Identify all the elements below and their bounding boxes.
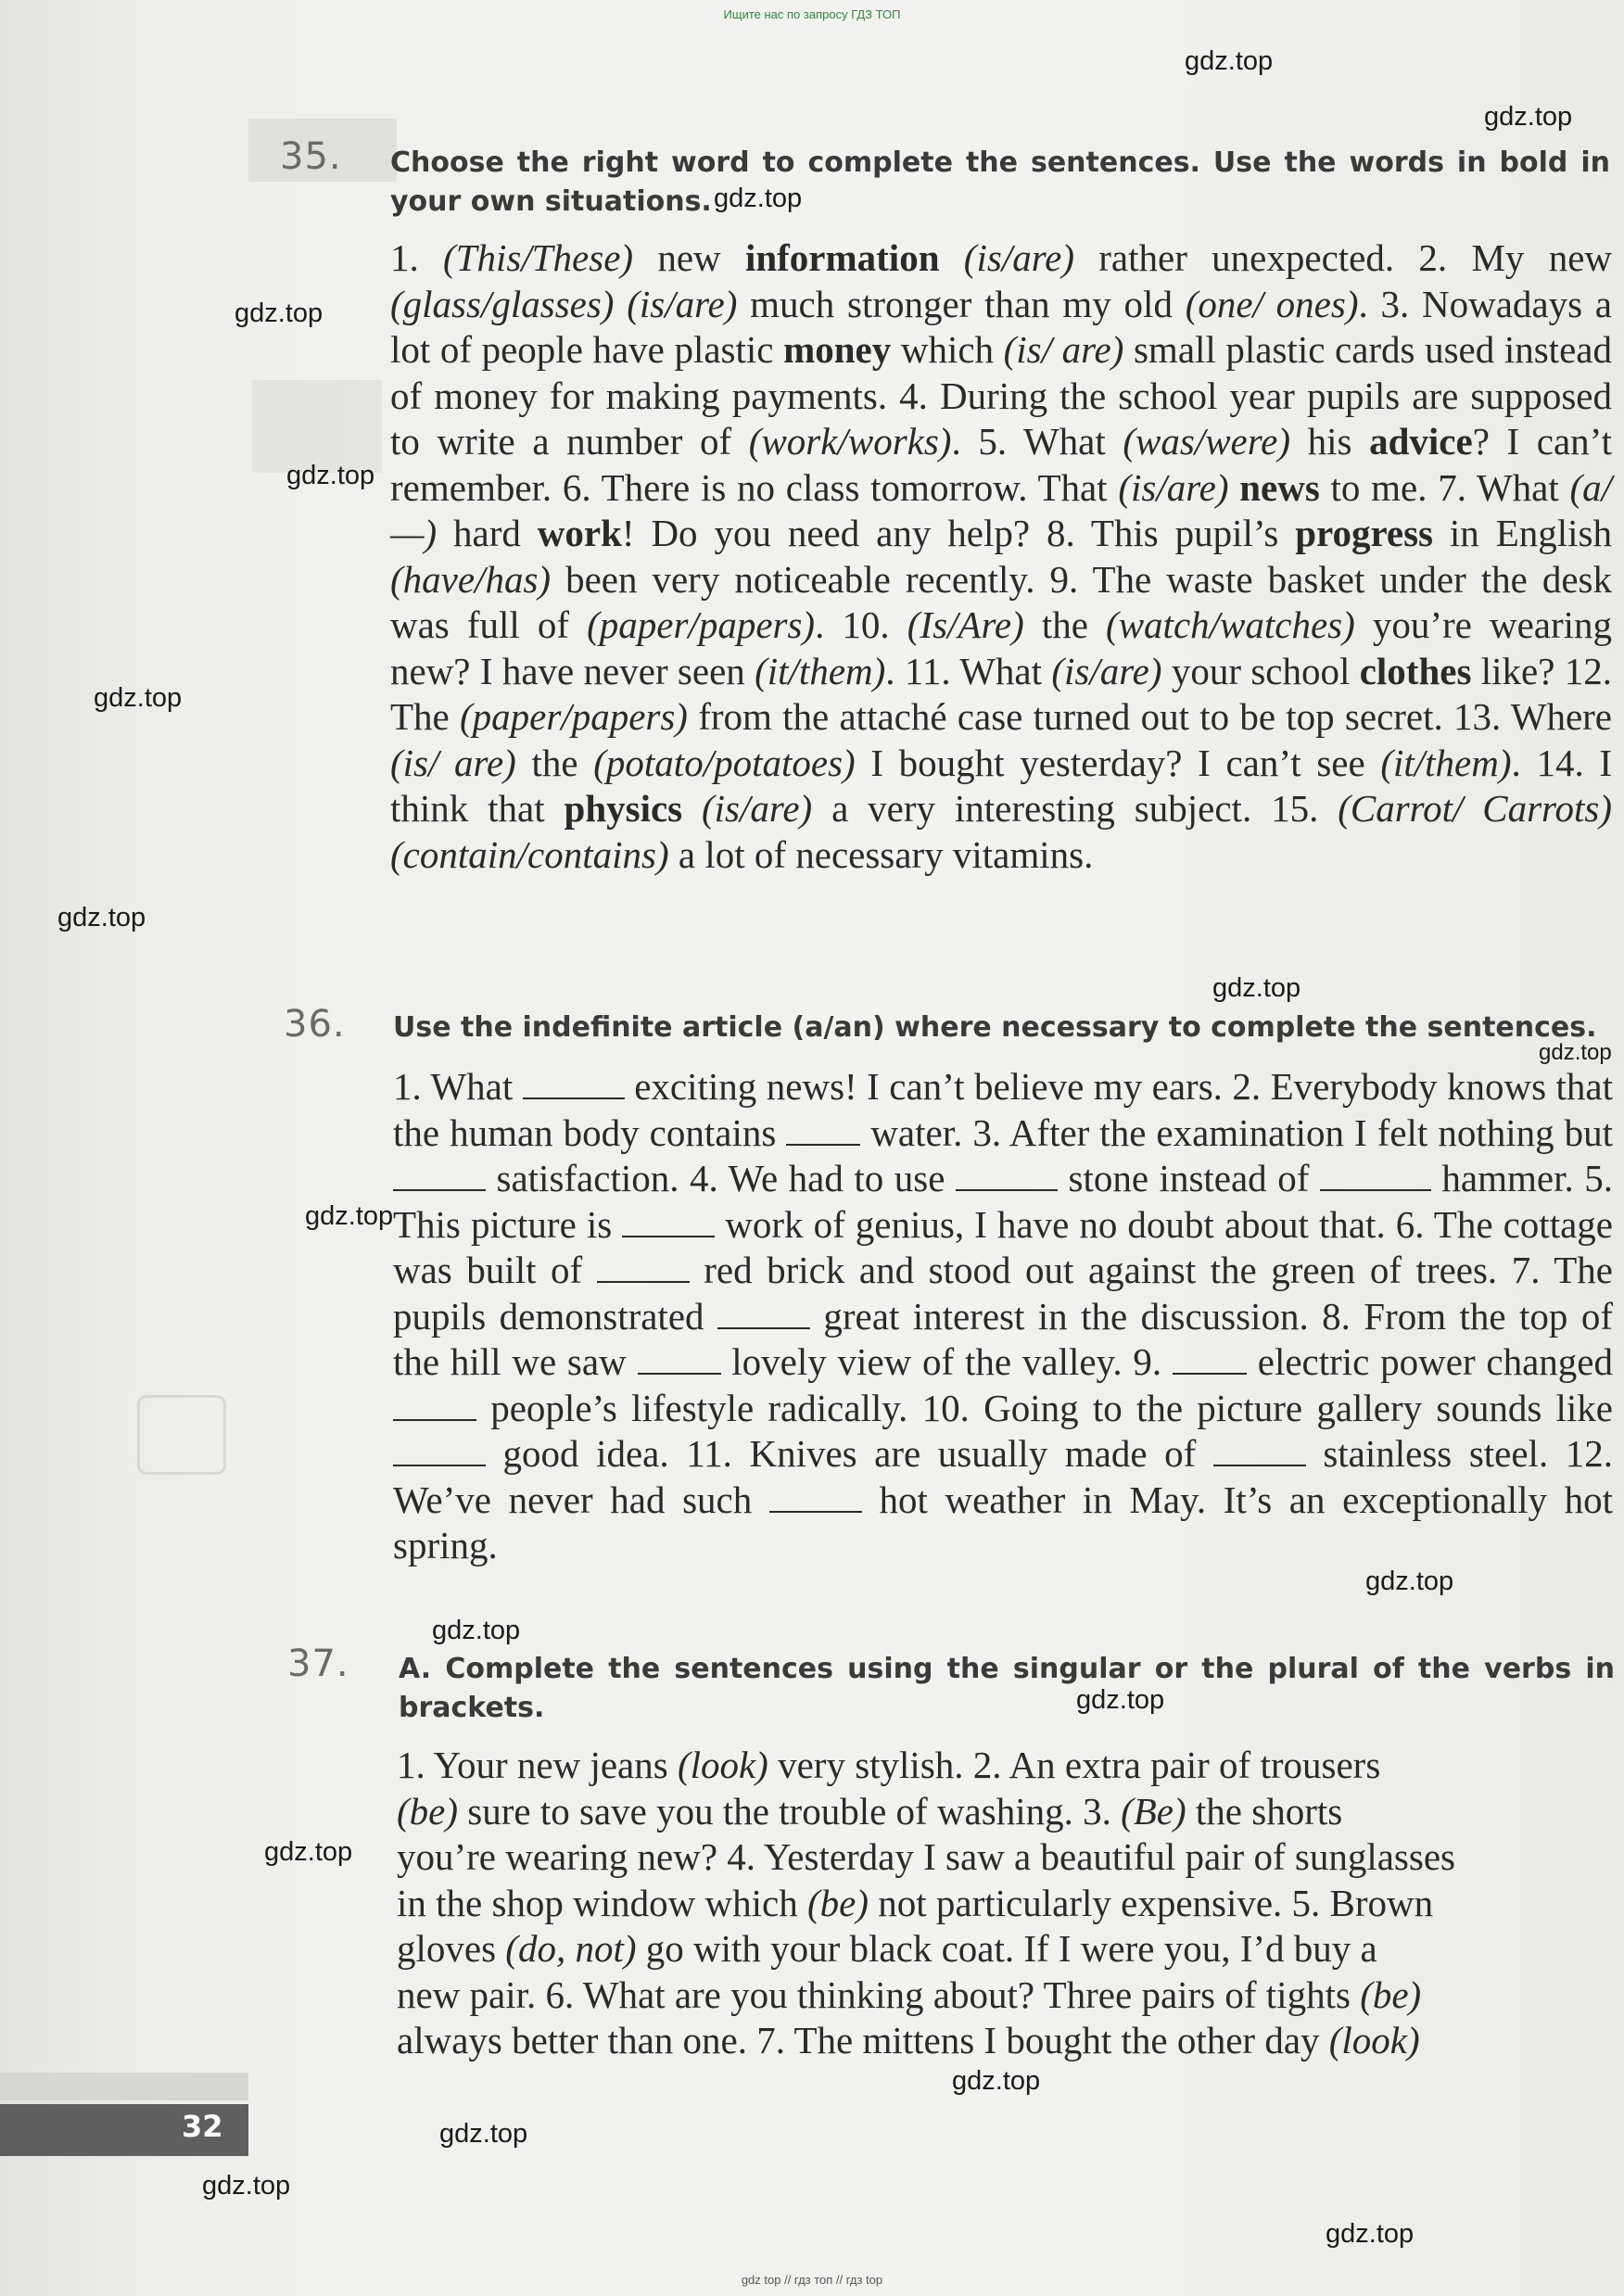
watermark: gdz.top <box>1365 1567 1454 1596</box>
watermark: gdz.top <box>264 1837 353 1867</box>
watermark: gdz.top <box>286 461 375 490</box>
watermark: gdz.top <box>952 2066 1041 2096</box>
watermark: gdz.top <box>1326 2219 1415 2249</box>
bleed-through-icon <box>137 1395 226 1475</box>
page-tab-shade <box>0 2073 248 2100</box>
exercise-35-instruction: Choose the right word to complete the sentences. Use the words in bold in your own situations. <box>390 146 1610 218</box>
watermark: gdz.top <box>1185 46 1274 76</box>
watermark: gdz.top <box>235 298 324 328</box>
exercise-36-number: 36. <box>284 1003 346 1046</box>
watermark: gdz.top <box>432 1616 521 1645</box>
watermark: gdz.top <box>1212 973 1301 1003</box>
watermark: gdz.top <box>439 2119 528 2149</box>
watermark: gdz.top <box>94 683 183 713</box>
watermark: gdz.top <box>1484 102 1573 132</box>
watermark: gdz.top <box>202 2171 291 2201</box>
watermark: gdz.top <box>1076 1685 1165 1715</box>
exercise-37-instruction: A. Complete the sentences using the singular or the plural of the verbs in brackets. <box>399 1653 1615 1724</box>
page-number: 32 <box>182 2109 223 2144</box>
watermark: gdz.top <box>714 184 803 213</box>
watermark: gdz.top <box>57 903 146 932</box>
exercise-36-instruction: Use the indefinite article (a/an) where necessary to complete the sentences. <box>393 1011 1597 1044</box>
exercise-37-text: 1. Your new jeans (look) very stylish. 2. An extra pair of trousers (be) sure to save you the trouble of washing. 3. (Be) the shorts you’re wearing new? 4. Yesterday I saw a beautiful pair of sunglasses in the shop window which (be) not particularly expensive. 5. Brown gloves (do, not) go with your black coat. If I were you, I’d buy a new pair. 6. What are you thinking about? Three pairs of tights (be) always better than one. 7. The mittens I bought the other day (look) <box>397 1744 1455 2061</box>
top-banner: Ищите нас по запросу ГДЗ ТОП <box>723 7 901 21</box>
exercise-36-text: 1. What exciting news! I can’t believe my ears. 2. Everybody knows that the human body contains water. 3. After the examination I felt nothing but satisfaction. 4. We had to use stone instead of hammer. 5. This picture is work of genius, I have no doubt about that. 6. The cottage was built of red brick and stood out against the green of trees. 7. The pupils demonstrated great interest in the discussion. 8. From the top of the hill we saw lovely view of the valley. 9. electric power changed people’s lifestyle radically. 10. Going to the picture gallery sounds like good idea. 11. Knives are usually made of stainless steel. 12. We’ve never had such hot weather in May. It’s an exceptionally hot spring. <box>393 1065 1614 1567</box>
exercise-35-number: 35. <box>280 135 342 178</box>
watermark: gdz.top <box>305 1201 394 1231</box>
bleed-through-shade-2 <box>252 380 382 473</box>
exercise-35-text: 1. (This/These) new information (is/are) rather unexpected. 2. My new (glass/glasses) (is/are) much stronger than my old (one/ ones). 3. Nowadays a lot of people have plastic money which (is/ are) small plastic cards used instead of money for making payments. 4. During the school year pupils are supposed to write a number of (work/works). 5. What (was/were) his advice? I can’t remember. 6. There is no class tomorrow. That (is/are) news to me. 7. What (a/—) hard work! Do you need any help? 8. This pupil’s progress in English (have/has) been very noticeable recently. 9. The waste basket under the desk was full of (paper/papers). 10. (Is/Are) the (watch/watches) you’re wearing new? I have never seen (it/them). 11. What (is/are) your school clothes like? 12. The (paper/papers) from the attaché case turned out to be top secret. 13. Where (is/ are) the (potato/potatoes) I bought yesterday? I can’t see (it/them). 14. I think that physics (is/are) a very interesting subject. 15. (Carrot/ Carrots) (contain/contains) a lot of necessary vitamins. <box>390 236 1613 876</box>
exercise-37-number: 37. <box>287 1643 349 1685</box>
bottom-banner: gdz top // гдз топ // гдз top <box>741 2273 883 2287</box>
watermark: gdz.top <box>1539 1040 1612 1065</box>
